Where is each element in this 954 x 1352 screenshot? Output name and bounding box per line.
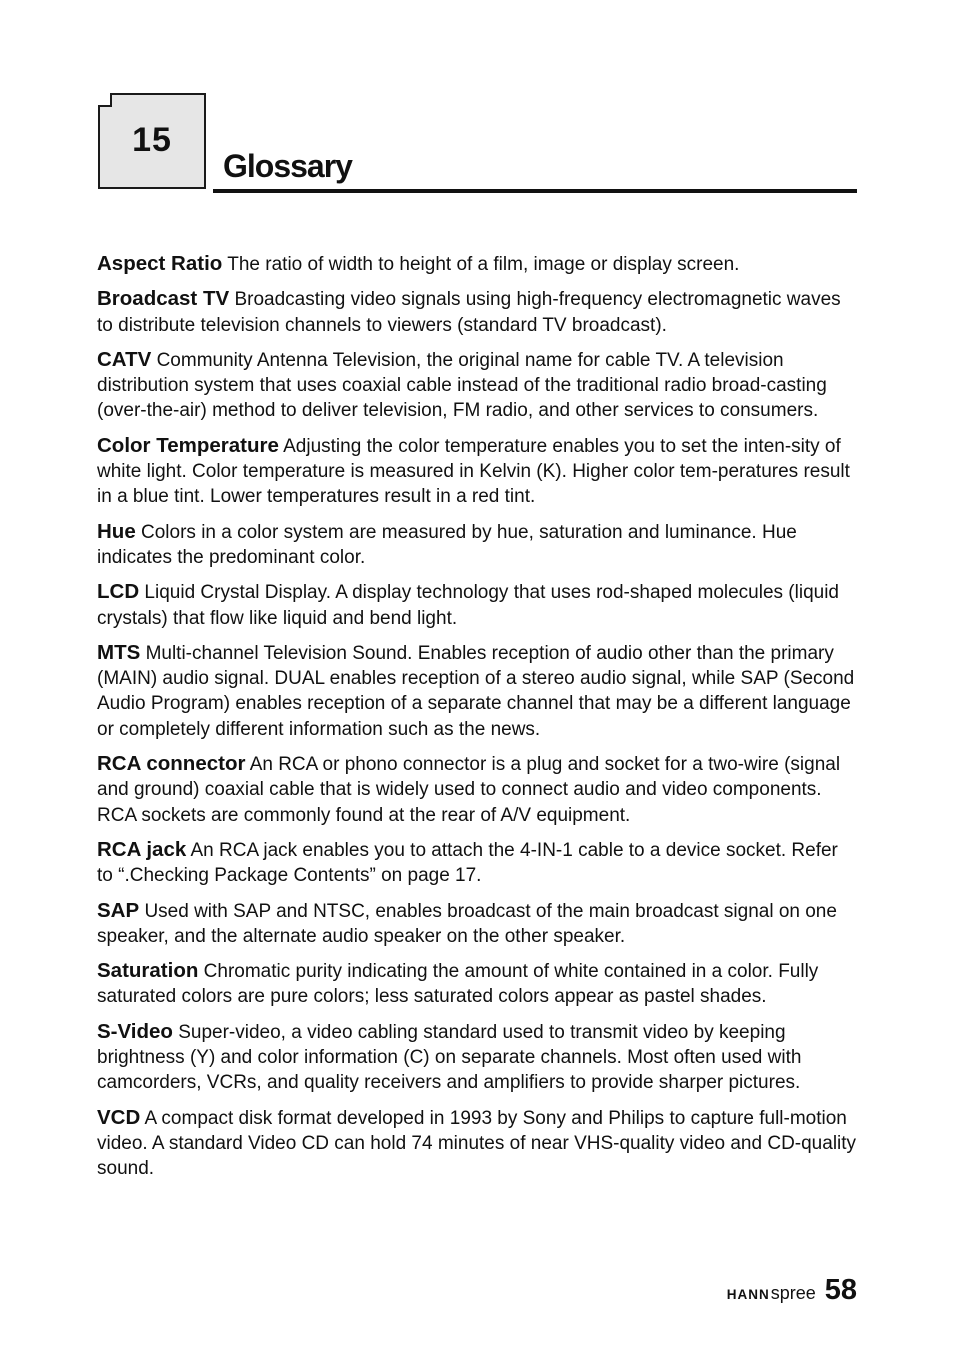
glossary-entry: [97, 751, 857, 828]
title-rule: [213, 189, 857, 193]
glossary-term: Saturation: [97, 959, 199, 983]
glossary-entry: [97, 1105, 857, 1182]
glossary-entry: [97, 286, 857, 338]
glossary-definition: Broadcasting video signals using high-frequency electromagnetic waves to distribute television channels to viewers (standard TV broadcast).: [97, 289, 841, 336]
glossary-term: VCD: [97, 1105, 141, 1129]
glossary-term: CATV: [97, 347, 152, 371]
glossary-term: Hue: [97, 519, 136, 543]
glossary-definition: An RCA jack enables you to attach the 4-IN-1 cable to a device socket. Refer to “.Checking Package Contents” on page 17.: [97, 839, 838, 887]
glossary-term: RCA jack: [97, 837, 187, 861]
glossary-definition: Colors in a color system are measured by hue, saturation and luminance. Hue indicates the predominant color.: [97, 521, 797, 568]
page-footer: [727, 1274, 857, 1307]
page-title: Glossary: [223, 148, 352, 184]
glossary-term: Color Temperature: [97, 433, 279, 457]
glossary-entry: [97, 958, 857, 1010]
glossary-entry: [97, 251, 857, 277]
glossary-term: S-Video: [97, 1019, 173, 1043]
glossary-entry: [97, 579, 857, 631]
glossary-entry: [97, 347, 857, 424]
glossary-definition: Chromatic purity indicating the amount of white contained in a color. Fully saturated colors are pure colors; less saturated colors appear as pastel shades.: [97, 961, 819, 1008]
glossary-definition: The ratio of width to height of a film, image or display screen.: [227, 254, 740, 275]
glossary-term: Broadcast TV: [97, 287, 230, 311]
glossary-definition: Super-video, a video cabling standard used to transmit video by keeping brightness (Y) and color information (C) on separate channels. Most often used with camcorders, VCRs, and quality receivers and amplifiers to provide sharper pictures.: [97, 1021, 802, 1094]
glossary-term: Aspect Ratio: [97, 252, 223, 275]
glossary-definition: A compact disk format developed in 1993 by Sony and Philips to capture full-motion video. A standard Video CD can hold 74 minutes of near VHS-quality video and CD-quality sound.: [97, 1107, 857, 1180]
glossary-term: LCD: [97, 580, 140, 604]
chapter-tab: [98, 93, 206, 189]
glossary-definition: Adjusting the color temperature enables you to set the inten-sity of white light. Color temperature is measured in Kelvin (K). Higher color tem-peratures result in a blue tint. Lower temperatures result in a red tint.: [97, 435, 850, 508]
glossary-entry: [97, 1019, 857, 1096]
glossary-list: [97, 251, 857, 1191]
glossary-definition: An RCA or phono connector is a plug and socket for a two-wire (signal and ground) coaxial cable that is widely used to connect audio and video components. RCA sockets are commonly found at the rear of A/V equipment.: [97, 754, 841, 826]
glossary-definition: Multi-channel Television Sound. Enables reception of audio other than the primary (MAIN) audio signal. DUAL enables reception of a stereo audio signal, while SAP (Second Audio Program) enables reception of a separate channel that may be a different language or completely different information such as the news.: [97, 642, 855, 740]
glossary-definition: Used with SAP and NTSC, enables broadcast of the main broadcast signal on one speaker, and the alternate audio speaker on the other speaker.: [97, 900, 837, 947]
glossary-entry: [97, 837, 857, 889]
glossary-term: MTS: [97, 640, 141, 664]
glossary-definition: Liquid Crystal Display. A display technology that uses rod-shaped molecules (liquid crystals) that flow like liquid and bend light.: [97, 582, 839, 629]
chapter-number: 15: [132, 121, 172, 159]
glossary-entry: [97, 519, 857, 571]
brand-logo-light: spree: [770, 1283, 816, 1303]
glossary-entry: [97, 433, 857, 510]
page-number: 58: [824, 1274, 857, 1306]
glossary-definition: Community Antenna Television, the original name for cable TV. A television distribution system that uses coaxial cable instead of the traditional radio broad-casting (over-the-air) method to deliver television, FM radio, and other services to consumers.: [97, 349, 827, 422]
brand-logo-bold: HANN: [726, 1287, 770, 1302]
glossary-entry: [97, 898, 857, 950]
glossary-term: SAP: [97, 898, 140, 922]
glossary-term: RCA connector: [97, 752, 246, 776]
glossary-entry: [97, 640, 857, 742]
